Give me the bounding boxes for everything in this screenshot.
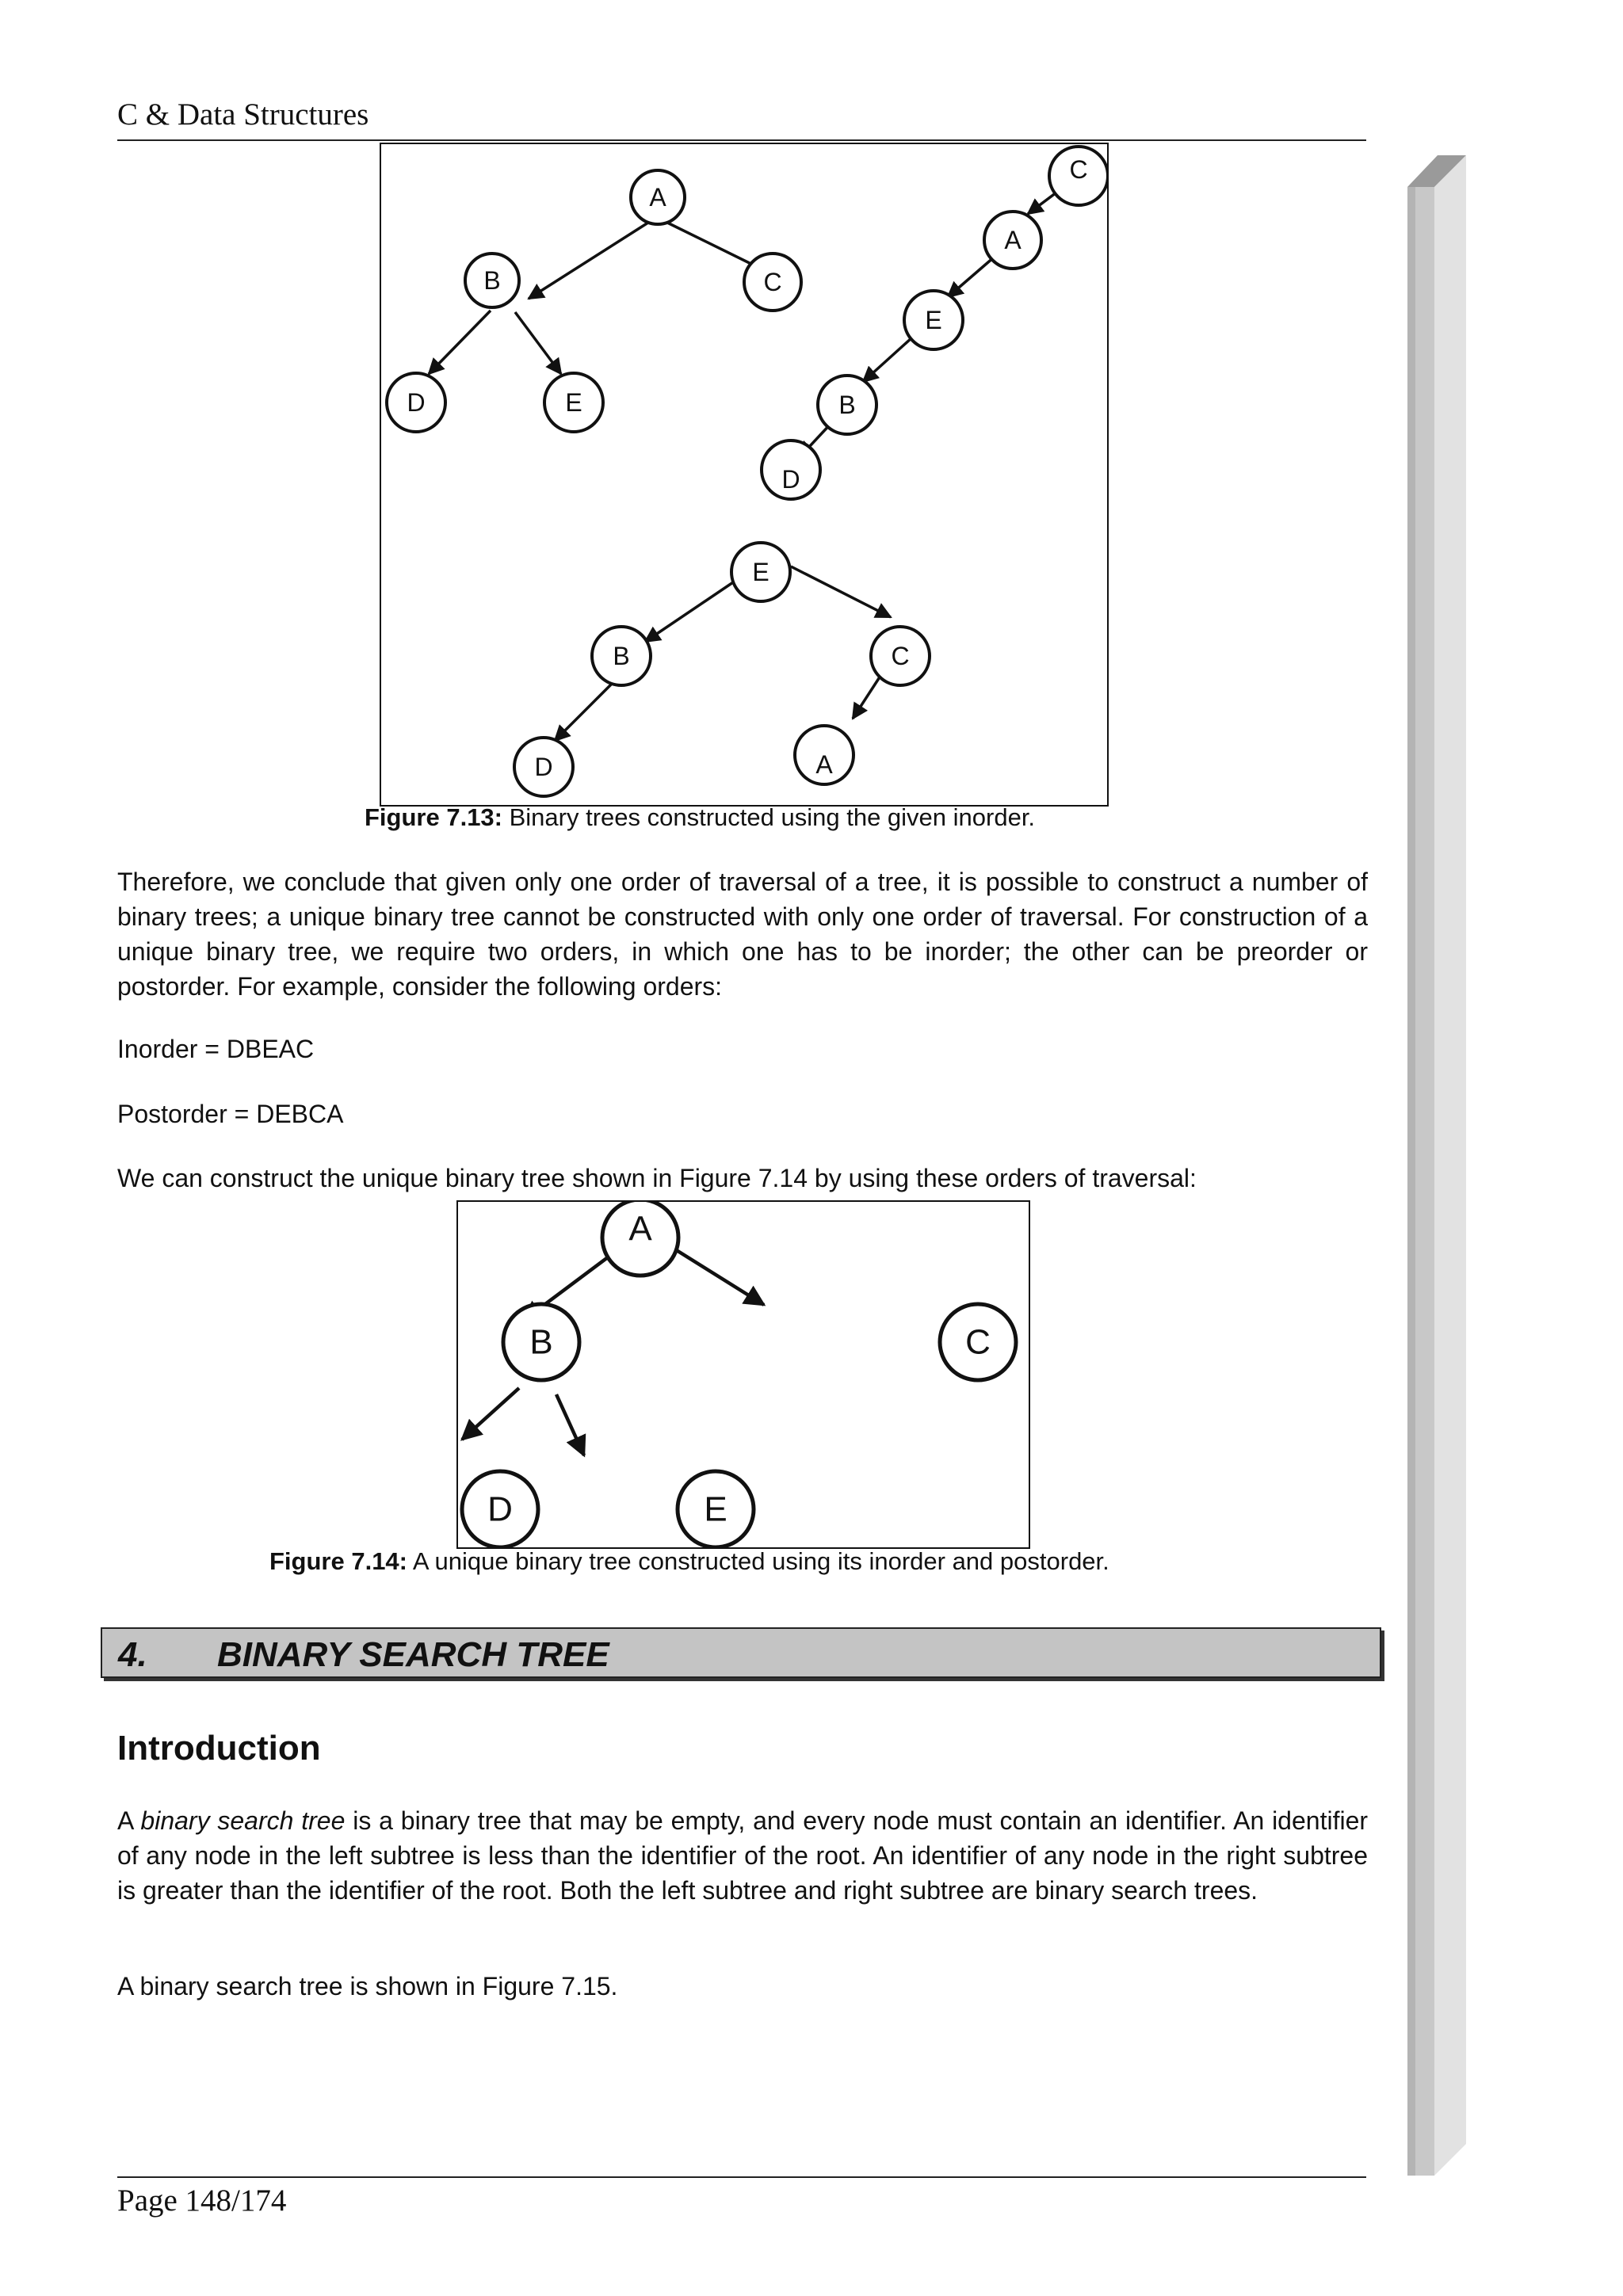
figure-7-14-caption: Figure 7.14: A unique binary tree constructed using its inorder and postorder.	[269, 1547, 1109, 1575]
svg-text:C: C	[763, 268, 782, 296]
tree-node	[940, 1304, 1016, 1380]
edge-b-e	[556, 1394, 584, 1455]
tree-node	[795, 726, 854, 784]
tree-node	[744, 254, 801, 311]
tree-node	[514, 738, 573, 796]
tree-node	[1049, 147, 1107, 205]
tree-node	[462, 1471, 538, 1547]
postorder-line: Postorder = DEBCA	[117, 1100, 344, 1128]
section-title: BINARY SEARCH TREE	[217, 1635, 609, 1674]
svg-text:E: E	[925, 306, 942, 334]
edge-b-d	[429, 311, 491, 374]
paragraph-bst-figure-ref: A binary search tree is shown in Figure 7.15.	[117, 1972, 618, 2000]
section-heading	[101, 1627, 1381, 1678]
edge-b-d	[555, 681, 615, 741]
header-rule	[117, 139, 1366, 141]
figure-7-13-diagram	[381, 144, 1107, 805]
introduction-heading: Introduction	[117, 1729, 321, 1768]
svg-text:C: C	[891, 642, 910, 670]
construct-line: We can construct the unique binary tree shown in Figure 7.14 by using these orders of traversal:	[117, 1164, 1197, 1192]
tree-node	[678, 1471, 754, 1547]
tree-node	[503, 1304, 579, 1380]
page-number: Page 148/174	[117, 2183, 287, 2218]
tree-3	[514, 543, 930, 796]
section-number: 4.	[118, 1635, 147, 1674]
svg-text:D: D	[781, 465, 800, 494]
edge-e-b	[645, 581, 735, 642]
edge-b-e	[515, 312, 561, 374]
svg-text:C: C	[1069, 155, 1088, 184]
figure-7-14-diagram	[458, 1202, 1029, 1547]
svg-text:B: B	[613, 642, 630, 670]
tree-node	[818, 376, 876, 434]
tree-node	[904, 291, 963, 349]
svg-text:B: B	[529, 1322, 553, 1362]
svg-text:E: E	[565, 388, 582, 417]
tree-node	[762, 441, 820, 499]
svg-text:A: A	[649, 183, 666, 212]
edge-e-c	[791, 566, 891, 617]
tree-node	[984, 212, 1041, 269]
svg-text:D: D	[534, 753, 553, 781]
svg-text:A: A	[628, 1209, 652, 1249]
figure-7-14	[456, 1200, 1030, 1549]
edge-b-d	[462, 1388, 519, 1440]
edge-a-b	[529, 221, 651, 299]
paragraph-conclusion: Therefore, we conclude that given only one order of traversal of a tree, it is possible to construct a number of binary trees; a unique binary tree cannot be constructed with only one order of traversal. For construction of a unique binary tree, we require two orders, in which one has to be inorder; the other can be preorder or postorder. For example, consider the following orders:	[117, 868, 1368, 1001]
tree-node	[731, 543, 790, 601]
svg-text:B: B	[838, 391, 856, 419]
svg-text:A: A	[815, 750, 833, 779]
edge-c-a	[853, 673, 882, 719]
svg-text:E: E	[752, 558, 769, 586]
tree-1	[387, 170, 801, 432]
svg-text:C: C	[965, 1322, 991, 1362]
side-bar-decoration	[1403, 155, 1466, 2176]
tree-node	[387, 373, 445, 432]
edge-a-e	[948, 257, 995, 297]
svg-text:D: D	[487, 1489, 513, 1529]
paragraph-bst-definition: A binary search tree is a binary tree that may be empty, and every node must contain an identifier. An identifier of any node in the left subtree is less than the identifier of the root. An identifier of any node in the right subtree is greater than the identifier of the root. Both the left subtree and right subtree are binary search trees.	[117, 1806, 1369, 1905]
inorder-line: Inorder = DBEAC	[117, 1035, 315, 1063]
svg-text:E: E	[704, 1489, 727, 1529]
tree-2	[762, 147, 1107, 499]
tree-node	[602, 1202, 678, 1276]
running-header: C & Data Structures	[117, 97, 369, 132]
svg-text:A: A	[1004, 226, 1022, 254]
figure-7-13-caption: Figure 7.13: Binary trees constructed using the given inorder.	[365, 803, 1036, 831]
tree-node	[592, 627, 651, 685]
svg-text:D: D	[407, 388, 426, 417]
figure-7-13	[380, 143, 1109, 807]
svg-text:B: B	[483, 266, 501, 295]
tree-node	[631, 170, 685, 224]
tree-node	[544, 373, 603, 432]
tree-node	[465, 254, 519, 307]
footer-rule	[117, 2176, 1366, 2178]
edge-e-b	[863, 338, 912, 382]
tree-node	[871, 627, 930, 685]
